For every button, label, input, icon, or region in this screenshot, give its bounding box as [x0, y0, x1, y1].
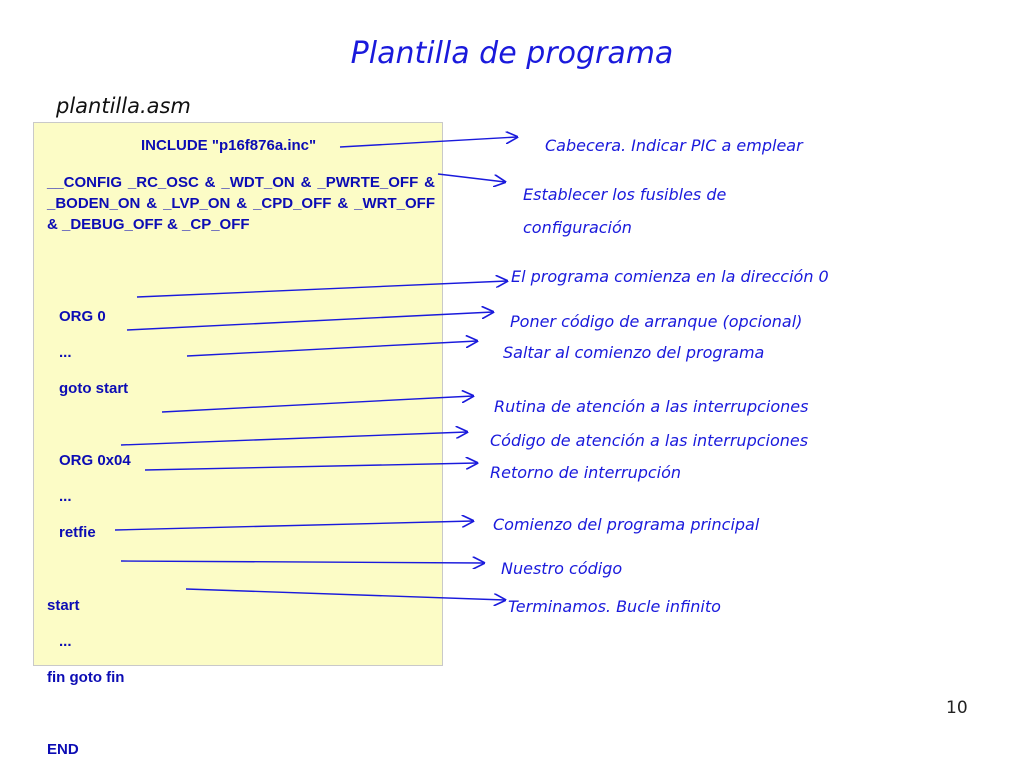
note-comienzo: Comienzo del programa principal [493, 515, 760, 534]
arrow-codigo-atencion [121, 432, 467, 445]
note-codigo-atencion: Código de atención a las interrupciones [490, 431, 809, 450]
arrow-fusibles [438, 174, 505, 182]
note-cabecera: Cabecera. Indicar PIC a emplear [545, 136, 803, 155]
code-ellipsis-1: ... [59, 344, 72, 361]
code-org-0x04: ORG 0x04 [59, 452, 131, 469]
code-retfie: retfie [59, 524, 96, 541]
code-ellipsis-2: ... [59, 488, 72, 505]
page-number: 10 [946, 698, 968, 718]
note-fusibles-line2: configuración [523, 218, 632, 237]
arrow-terminamos [186, 589, 505, 600]
note-saltar: Saltar al comienzo del programa [503, 343, 765, 362]
code-goto-start: goto start [59, 380, 129, 397]
arrow-cabecera [340, 137, 517, 147]
arrow-nuestro [121, 561, 484, 563]
code-label-start: start [47, 597, 80, 614]
arrow-arranque [127, 312, 493, 330]
code-ellipsis-3: ... [59, 633, 72, 650]
slide-title: Plantilla de programa [350, 36, 674, 71]
note-arranque: Poner código de arranque (opcional) [510, 312, 803, 331]
note-fusibles-line1: Establecer los fusibles de [523, 185, 727, 204]
arrow-direccion [137, 281, 507, 297]
note-rutina: Rutina de atención a las interrupciones [494, 397, 809, 416]
code-org-0: ORG 0 [59, 308, 106, 325]
code-end: END [47, 741, 79, 758]
arrow-retorno [145, 463, 477, 470]
code-include: INCLUDE "p16f876a.inc" [141, 137, 317, 154]
arrow-saltar [187, 341, 477, 356]
file-name: plantilla.asm [56, 94, 191, 118]
arrow-rutina [162, 396, 473, 412]
note-direccion: El programa comienza en la dirección 0 [511, 267, 829, 286]
note-terminamos: Terminamos. Bucle infinito [508, 597, 721, 616]
code-config: __CONFIG _RC_OSC & _WDT_ON & _PWRTE_OFF & _BODEN_ON & _LVP_ON & _CPD_OFF & _WRT_OFF & _DEBUG_OFF & _CP_OFF [47, 174, 435, 233]
note-retorno: Retorno de interrupción [490, 463, 682, 482]
code-fin-loop: fin goto fin [47, 669, 125, 686]
arrow-comienzo [115, 521, 473, 530]
note-nuestro: Nuestro código [501, 559, 623, 578]
